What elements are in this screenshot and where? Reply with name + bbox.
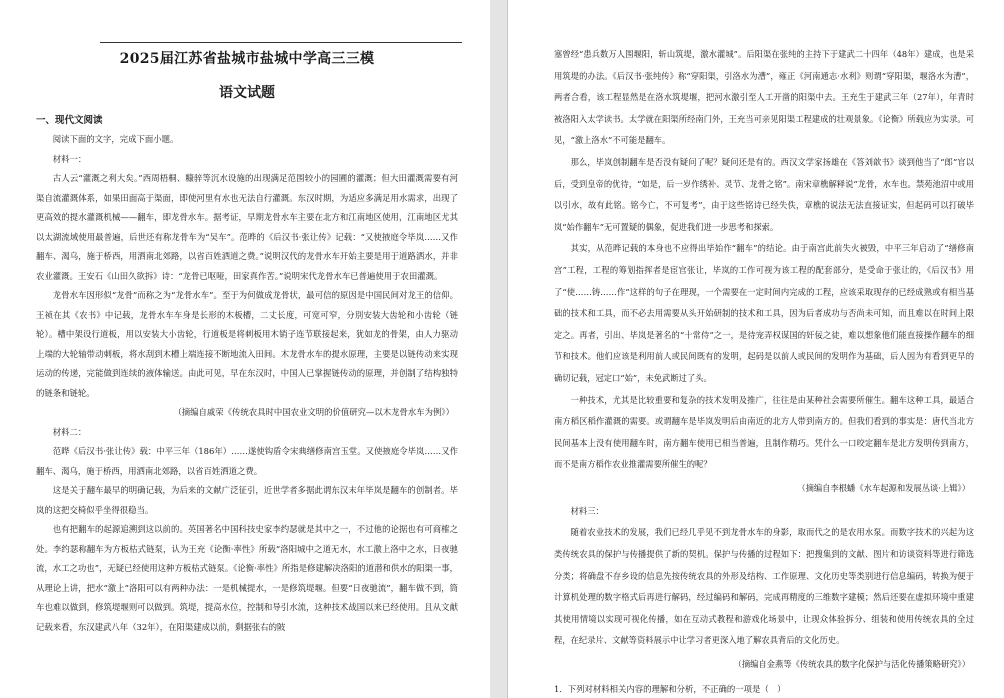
source-citation: （摘编自戚荣《传统农具时中国农业文明的价值研究—以木龙骨水车为例》） (173, 407, 454, 417)
paragraph: 随着农业技术的发展，我们已经几乎见不到龙骨水车的身影，取而代之的是农用水泵。而数字技术的兴起为这类传统农具的保护与传播提供了新的契机。保护与传播的过程如下：把搜集到的文献、图片和访谈资料等进行筛选分类；将确盘不存乡设的信息先按传统农具的外形及结构、工作原理、文化历史等类别进行信息编码，转换为便于计算机处理的数字格式后再进行解码，经过编码和解码，完成再精度的三维数字建模；然后还要在虚拟环境中重建其使用情境以实现可视化传播，如在互动式教程和游戏化场景中，让现众体验拆分、组装和使用传统农具的全过程，在纪录片、文献等资料展示中让学习者更深入地了解农具背后的文化历史。 (554, 527, 974, 646)
material-label: 材料二： (52, 426, 87, 437)
section-heading: 一、现代文阅读 (36, 115, 103, 126)
paragraph: 古人云“灌溉之利大矣。”西周梧桐、糠骍等沉水设施的出现满足范围较小的园圃的灌溉；但大田灌溉需要有河渠自流灌溉体系，如果田面高于渠面，即使河里有水也无法自行灌溉。东汉时期，为适应多满足用水需求，出现了更高效的提水灌溉机械——翻车，即龙骨水车。据考证，早期龙骨水车主要在北方和江南地区使用，江南地区尤其以太湖流域使用最普遍，后世还有称龙骨车为“吴车”。范晔的《后汉书·张让传》记载：“又使掖庭令毕岚……又作翻车、渴乌，施于桥西，用洒南北郊路，以省百姓洒道之费。”说明汉代的龙骨水车开始主要是用于道路洒水，并非农业灌溉。王安石《山田久欲拆》诗：“龙骨已呕哑，田家真作苦。”说明宋代龙骨水车已普遍使用于农田灌溉。 (36, 173, 458, 281)
question-1: 1．下列对材料相关内容的理解和分析，不正确的一项是（ ） (554, 684, 786, 695)
exam-title: 2025届江苏省盐城市盐城中学高三三模 (119, 51, 375, 67)
paragraph: 一种技术，尤其是比较重要和复杂的技术发明及推广，往往是由某种社会需要所催生。翻车这种工具，最适合南方稻区稻作灌溉的需要。或谓翻车是毕岚发明后由南近的北方人带到南方的。但我们看到的事实是：唐代当北方民间基本上没有使用翻车时，南方翻车使用已相当普遍，且制作精巧。凭什么一口咬定翻车是北方发明传到南方，而不是南方稻作农业推灌需要所催生的呢？ (554, 394, 974, 470)
paragraph: 塞曾经“患兵数万人围堰阳，斩山筑堤，激水灌城”。后阳渠在张纯的主持下于建武二十四年（48年）建成，也是采用筑堤的办法。《后汉书·张纯传》称“穿阳渠，引洛水为漕”，雍正《河南通志·水利》则谓“穿阳渠，堰洛水为漕”，两者合看，该工程显然是在洛水筑堤堰，把河水激引至人工开凿的阳渠中去。王充生于建武三年（27年），年青时被洛阳入太学读书。太学就在阳渠所经南门外，王充当可亲见阳渠工程建成的壮观景象。《论衡》所载应为实录。可见，“激上洛水”不可能是翻车。 (554, 49, 974, 146)
instruction-text: 阅读下面的文字，完成下面小题。 (52, 134, 179, 144)
paragraph: 也有把翻车的起源追溯到这以前的。英国著名中国科技史家李约瑟就是其中之一，不过他的论据也有可商榷之处。李约瑟称翻车为方板枯式链泵，认为王充《论衡·率性》所载“洛阳城中之道无水，水工激上洛中之水，日夜驰流，水工之功也”，无疑已经使用这种方板枯式链泵。《论衡·率性》所指是修建解决洛阳的道潜和供水的阳渠一事，从理论上讲，把水“激上”洛阳可以有两种办法：一是机械提水，一是修筑堤堰。但要“日夜驰流”，翻车做不到，筒车也难以做到，修筑堤堰则可以做到。筑堤，提高水位，控制和导引水流，这种技术战国以来已经使用。且从文献记载来看，东汉建武八年（32年），在阳渠建成以前，剩据张右的陂 (36, 524, 458, 632)
source-citation: （摘编自金燕等《传统农具的数字化保护与活化传播策略研究》） (733, 659, 970, 670)
paragraph: 这是关于翻车最早的明确记载，为后来的文献广泛征引，近世学者多据此谓东汉末年毕岚是翻车的创制者。毕岚的这把交椅似乎坐得很稳当。 (36, 485, 458, 515)
paragraph: 那么，毕岚创制翻车是否没有疑问了呢？疑问还是有的。西汉文学家扬雄在《答刘歆书》谈到他当了“郎”官以后，受到皇帝的优待，“如是，后一岁作绣补、灵节、龙骨之铭”。南宋章樵解释说“龙骨，水车也。禁苑池沼中或用以引水，故有此铭。铭今亡，不可复考”，由于这些铭诗已经失佚，章樵的说法无法直接证实，但起码可以打破毕岚“始作翻车”无可置疑的偶象，促进我们进一步思考和探索。 (554, 156, 974, 232)
paragraph: 龙骨水车因形似“龙骨”而称之为“龙骨水车”。至于为何做成龙骨状，最可信的原因是中国民间对龙王的信仰。王祯在其《农书》中记载，龙骨水车车身是长形的木板槽，二丈长度，可宽可窄，分別安装大齿轮和小齿轮（链轮）。槽中架设行道板，用以安装大小齿轮，行道板是将刺板用木销子连节联接起来，犹如龙的骨架，由人力驱动上端的大轮轴带动刺板，将水刮到木槽上端连接不断地流入田间。木龙骨水车的提水原理，主要是以链传动来实现运动的传递，完能做到连续的液体输送。由此可见，早在东汉时，中国人已掌握链传动的原理，并创制了结构独特的链条和链轮。 (36, 290, 458, 398)
paragraph: 范晔《后汉书·张让传》载：中平三年（186年）……遂使钩盾令宋典缮修南宫玉堂。又使掖庭令毕岚……又作翻车、渴乌，施于桥西，用洒南北郊路，以省百姓洒道之费。 (36, 446, 458, 476)
page-gutter (490, 0, 507, 698)
document-page-left (0, 0, 490, 698)
material-label: 材料一： (52, 153, 87, 164)
material-label: 材料三： (570, 505, 604, 516)
exam-subtitle: 语文试题 (219, 85, 275, 101)
header-rule (100, 42, 462, 43)
paragraph: 其实，从范晔记载的本身也不应得出毕始作“翻车”的结论。由于南宫此前失火被毁，中平三年启动了“缮修南宫”工程，工程的筹划指挥者是宦官张让，毕岚的工作可视为该工程的配套部分，是受命于张让的，《后汉书》用了“使……铸……作”这样的句子在理现，一个需要在一定时间内完成的工程，应该采取现存的已经成熟或有相当基础的技术和工具，而不必去用需要从头开始研制的技术和工具，因为后者成功与否尚未可知，而且难以在时间上限定之。再者，引出、毕岚是著名的“十常侍”之一，是待宠弄权谋国的奸佞之徒，难以想象他们能直接操作翻车的细节和技术。他们应该是利用前人或民间既有的发明，起码是以前人或民间的发明作为基础，后人因为有看到更早的确切记载，冠定口“始”，未免武断过了头。 (554, 243, 974, 383)
source-citation: （摘编自李根蟠《水车起源和发展丛谈·上辑》） (797, 482, 970, 493)
document-page-right (507, 0, 1004, 698)
